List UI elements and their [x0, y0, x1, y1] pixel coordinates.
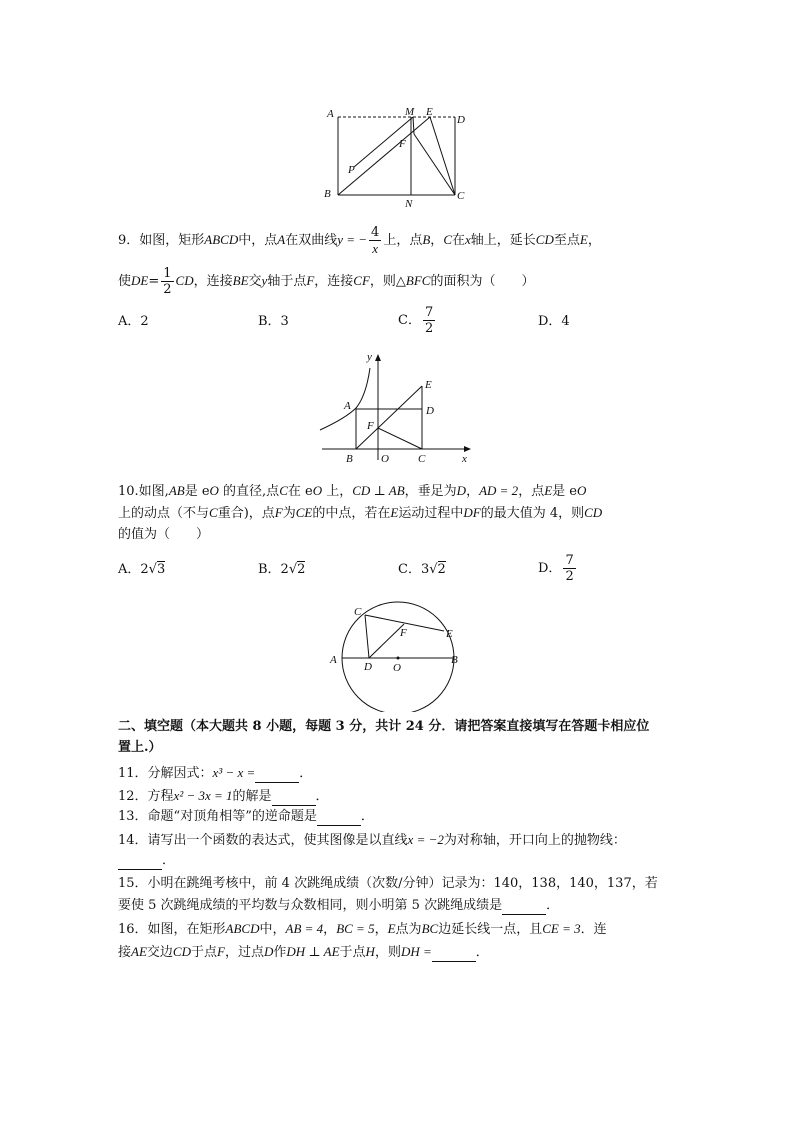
q10-option-b[interactable]: B．2√2	[258, 562, 306, 577]
fraction-seven-halves: $\frac{7}{2}$	[565, 553, 574, 584]
label-x: x	[462, 453, 467, 465]
label-M: M	[405, 106, 415, 118]
label-B: B	[324, 188, 331, 200]
label-C: C	[418, 453, 426, 465]
fraction-seven-halves: $\frac{7}{2}$	[424, 305, 434, 336]
hyperbola-curve	[320, 368, 370, 430]
fraction-4-over-x: $\frac{4}{x}$	[371, 225, 380, 256]
q10-option-a[interactable]: A．2√3	[118, 562, 166, 577]
label-B: B	[451, 654, 458, 666]
q9-line1: 9．如图，矩形ABCD中，点A在双曲线y = − $\frac{4}{x}$ 上，点B，C在x轴上，延长CD至点E，	[118, 225, 601, 256]
label-F: F	[367, 420, 374, 432]
q11: 11．分解因式：x³ − x = ．	[118, 765, 313, 781]
label-A: A	[327, 108, 334, 120]
q10-line2: 上的动点（不与C重合)，点F为CE的中点，若在E运动过程中DF的最大值为 4，则CD	[118, 505, 603, 521]
q15-line1: 15．小明在跳绳考核中，前 4 次跳绳成绩（次数/分钟）记录为：140，138，140，137，若	[118, 876, 658, 891]
q16-line2: 接AE交边CD于点F，过点D作DH ⊥ AE于点H，则DH = ．	[118, 944, 489, 960]
label-F: F	[399, 138, 406, 150]
label-N: N	[405, 198, 413, 210]
label-E: E	[426, 106, 433, 118]
answer-blank[interactable]	[317, 811, 361, 826]
q14-line1: 14．请写出一个函数的表达式，使其图像是以直线x = −2为对称轴，开口向上的抛物线：	[118, 832, 626, 848]
x-axis-arrow	[464, 446, 471, 452]
label-A: A	[344, 400, 351, 412]
q12: 12．方程x² − 3x = 1的解是 ．	[118, 788, 329, 804]
label-O: O	[381, 453, 389, 465]
q10-line3: 的值为（ ）	[118, 527, 210, 542]
label-P: P	[348, 164, 355, 176]
q16-line1: 16．如图，在矩形ABCD中，AB = 4，BC = 5，E点为BC边延长线一点，且CE = 3．连	[118, 921, 607, 937]
segment-df	[369, 624, 404, 658]
center-point-o	[397, 657, 400, 660]
rectangle-abcd	[356, 409, 422, 449]
q10-line1: 10.如图,AB是 eO 的直径,点C在 eO 上，CD ⊥ AB，垂足为D，AD = 2，点E是 eO	[118, 483, 587, 499]
q9-option-c[interactable]: C． $\frac{7}{2}$	[398, 305, 434, 336]
answer-blank[interactable]	[118, 855, 162, 870]
q9-option-a[interactable]: A．2	[118, 314, 149, 329]
segment-fc	[414, 134, 455, 195]
q15-line2: 要使 5 次跳绳成绩的平均数与众数相同，则小明第 5 次跳绳成绩是 ．	[118, 898, 560, 913]
label-O: O	[393, 662, 401, 674]
label-E: E	[425, 379, 432, 391]
label-y: y	[367, 351, 372, 363]
q9-line2: 使DE= $\frac{1}{2}$ CD，连接BE交y轴于点F，连接CF，则△BFC的面积为（ ）	[118, 266, 535, 297]
segment-cd	[365, 615, 369, 658]
segment-be	[338, 117, 430, 195]
label-F: F	[400, 627, 407, 639]
label-D: D	[426, 405, 434, 417]
section2-heading-line2: 置上.）	[118, 740, 162, 755]
answer-blank[interactable]	[502, 900, 546, 915]
sqrt-sign-icon: √	[288, 562, 298, 577]
y-axis-arrow	[375, 354, 381, 361]
fraction-one-half: $\frac{1}{2}$	[163, 266, 172, 297]
segment-fc	[378, 428, 422, 449]
figure-hyperbola-rectangle	[316, 348, 476, 466]
figure-rectangle-mefd	[310, 100, 490, 212]
answer-blank[interactable]	[255, 768, 299, 783]
sqrt-sign-icon: √	[148, 562, 157, 577]
label-B: B	[346, 453, 353, 465]
figure-circle	[326, 600, 466, 712]
answer-blank[interactable]	[272, 791, 316, 806]
sqrt-sign-icon: √	[429, 562, 438, 577]
label-A: A	[330, 654, 337, 666]
segment-be	[356, 386, 422, 449]
q10-option-c[interactable]: C．3√2	[398, 562, 446, 577]
q9-option-b[interactable]: B．3	[258, 314, 289, 329]
answer-blank[interactable]	[432, 947, 476, 962]
q14-line2: ．	[118, 852, 175, 870]
label-E: E	[446, 628, 453, 640]
section2-heading-line1: 二、填空题（本大题共 8 小题，每题 3 分，共计 24 分．请把答案直接填写在答题卡相应位	[118, 719, 650, 734]
label-C: C	[457, 190, 465, 202]
q9-option-d[interactable]: D．4	[538, 314, 570, 329]
label-C: C	[354, 606, 362, 618]
label-D: D	[457, 114, 465, 126]
segment-ec	[430, 117, 455, 195]
label-D: D	[364, 661, 372, 673]
q13: 13．命题“对顶角相等”的逆命题是 ．	[118, 809, 374, 824]
q10-option-d[interactable]: D． $\frac{7}{2}$	[538, 553, 574, 584]
